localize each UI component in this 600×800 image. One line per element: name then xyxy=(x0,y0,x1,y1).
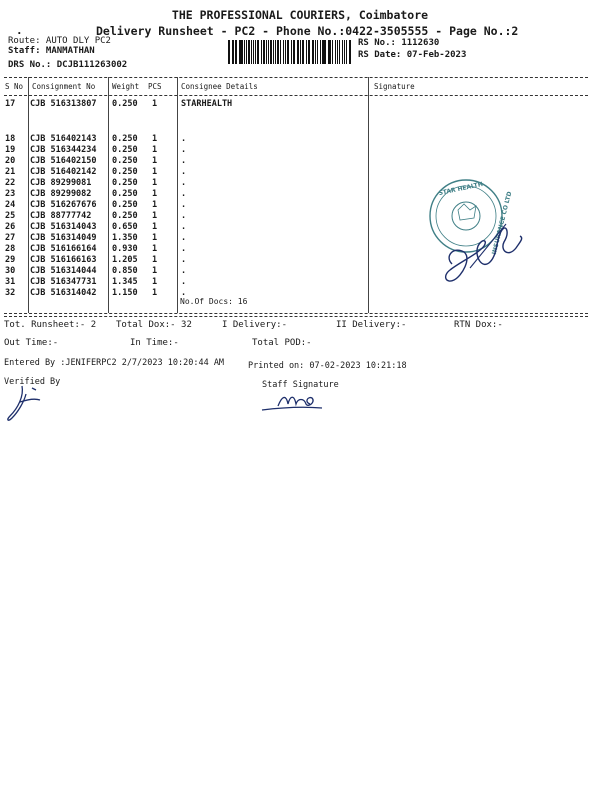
cell-consignment: CJB 516402142 xyxy=(30,167,97,177)
cell-weight: 0.250 xyxy=(112,200,138,210)
cell-pcs: 1 xyxy=(152,200,158,210)
document-subtitle: Delivery Runsheet - PC2 - Phone No.:0422-3505555 - Page No.:2 xyxy=(96,24,519,38)
cell-sno: 17 xyxy=(5,99,16,109)
cell-consignee: . xyxy=(181,200,187,210)
cell-consignment: CJB 516313807 xyxy=(30,99,97,109)
cell-weight: 0.250 xyxy=(112,134,138,144)
cell-sno: 24 xyxy=(5,200,16,210)
cell-weight: 0.930 xyxy=(112,244,138,254)
barcode-bar xyxy=(285,40,287,64)
cell-consignment: CJB 516314049 xyxy=(30,233,97,243)
cell-consignee: . xyxy=(181,233,187,243)
cell-weight: 1.205 xyxy=(112,255,138,265)
col-header-signature: Signature xyxy=(374,82,415,91)
barcode-bar xyxy=(235,40,237,64)
barcode-bar xyxy=(253,40,254,64)
cell-consignment: CJB 516166164 xyxy=(30,244,97,254)
cell-sno: 29 xyxy=(5,255,16,265)
barcode-bar xyxy=(328,40,329,64)
header-marker: . xyxy=(16,24,23,37)
barcode-bar xyxy=(246,40,247,64)
cell-sno: 26 xyxy=(5,222,16,232)
col-header-consignment: Consignment No xyxy=(32,82,96,91)
barcode-bar xyxy=(297,40,299,64)
barcode-bar xyxy=(315,40,317,64)
cell-pcs: 1 xyxy=(152,288,158,298)
cell-weight: 0.850 xyxy=(112,266,138,276)
out-time: Out Time:- xyxy=(4,338,59,348)
barcode-bar xyxy=(268,40,269,64)
verified-by-label: Verified By xyxy=(4,377,61,387)
cell-consignee: . xyxy=(181,277,187,287)
barcode-bar xyxy=(283,40,284,64)
col-header-pcs: PCS xyxy=(148,82,162,91)
barcode-bar xyxy=(308,40,309,64)
barcode-bar xyxy=(300,40,301,64)
barcode-bar xyxy=(329,40,331,64)
total-pod: Total POD:- xyxy=(252,338,312,348)
cell-consignment: CJB 516166163 xyxy=(30,255,97,265)
barcode-bar xyxy=(244,40,245,64)
barcode-bar xyxy=(248,40,250,64)
barcode-bar xyxy=(337,40,339,64)
barcode-bar xyxy=(287,40,289,64)
barcode-bar xyxy=(322,40,323,64)
barcode xyxy=(228,40,352,64)
table-row xyxy=(0,134,370,145)
staff-signature-label: Staff Signature xyxy=(262,380,339,390)
cell-consignee: . xyxy=(181,211,187,221)
cell-consignment: CJB 516347731 xyxy=(30,277,97,287)
table-row xyxy=(0,211,370,222)
cell-weight: 0.250 xyxy=(112,167,138,177)
cell-sno: 31 xyxy=(5,277,16,287)
staff-label: Staff: MANMATHAN xyxy=(8,46,95,56)
cell-pcs: 1 xyxy=(152,145,158,155)
rs-date: RS Date: 07-Feb-2023 xyxy=(358,50,467,60)
cell-weight: 0.250 xyxy=(112,211,138,221)
cell-sno: 18 xyxy=(5,134,16,144)
barcode-bar xyxy=(275,40,276,64)
verified-signature xyxy=(2,382,48,424)
barcode-bar xyxy=(312,40,314,64)
barcode-bar xyxy=(266,40,267,64)
cell-consignment: CJB 516344234 xyxy=(30,145,97,155)
cell-pcs: 1 xyxy=(152,222,158,232)
cell-weight: 0.250 xyxy=(112,145,138,155)
cell-consignee: . xyxy=(181,156,187,166)
entered-by: Entered By :JENIFERPC2 2/7/2023 10:20:44 AM xyxy=(4,358,225,368)
cell-consignment: CJB 516267676 xyxy=(30,200,97,210)
cell-weight: 0.650 xyxy=(112,222,138,232)
summary-rule xyxy=(4,316,588,317)
cell-consignee: . xyxy=(181,134,187,144)
route-label: Route: AUTO DLY PC2 xyxy=(8,36,111,46)
barcode-bar xyxy=(317,40,318,64)
barcode-bar xyxy=(232,40,233,64)
barcode-bar xyxy=(332,40,333,64)
cell-pcs: 1 xyxy=(152,167,158,177)
table-top-rule xyxy=(4,77,588,78)
drs-number: DRS No.: DCJB111263002 xyxy=(8,60,128,70)
barcode-bar xyxy=(346,40,347,64)
table-row xyxy=(0,178,370,189)
tot-runsheet: Tot. Runsheet:- 2 xyxy=(4,320,97,330)
stamp-text-mid: INSURANCE CO LTD xyxy=(490,190,514,256)
barcode-bar xyxy=(342,40,343,64)
barcode-bar xyxy=(306,40,307,64)
table-row xyxy=(0,244,370,255)
cell-weight: 1.350 xyxy=(112,233,138,243)
table-row xyxy=(0,255,370,266)
cell-pcs: 1 xyxy=(152,156,158,166)
table-row xyxy=(0,167,370,178)
rtn-dox: RTN Dox:- xyxy=(454,320,503,330)
table-row xyxy=(0,233,370,244)
barcode-bar xyxy=(255,40,256,64)
barcode-bar xyxy=(309,40,310,64)
staff-signature xyxy=(258,388,332,416)
cell-consignment: CJB 89299081 xyxy=(30,178,92,188)
barcode-bar xyxy=(302,40,304,64)
barcode-bar xyxy=(339,40,340,64)
cell-pcs: 1 xyxy=(152,255,158,265)
cell-consignment: CJB 516314042 xyxy=(30,288,97,298)
cell-consignee: . xyxy=(181,222,187,232)
cell-pcs: 1 xyxy=(152,233,158,243)
barcode-bar xyxy=(294,40,295,64)
cell-consignee: . xyxy=(181,178,187,188)
cell-pcs: 1 xyxy=(152,277,158,287)
cell-sno: 19 xyxy=(5,145,16,155)
cell-consignment: CJB 516402143 xyxy=(30,134,97,144)
col-header-weight: Weight xyxy=(112,82,140,91)
cell-sno: 25 xyxy=(5,211,16,221)
cell-consignee: . xyxy=(181,266,187,276)
document-title: THE PROFESSIONAL COURIERS, Coimbatore xyxy=(171,8,429,22)
cell-sno: 28 xyxy=(5,244,16,254)
cell-consignment: CJB 88777742 xyxy=(30,211,92,221)
cell-consignee: . xyxy=(181,145,187,155)
barcode-bar xyxy=(261,40,262,64)
barcode-bar xyxy=(239,40,240,64)
cell-sno: 27 xyxy=(5,233,16,243)
cell-pcs: 1 xyxy=(152,189,158,199)
barcode-bar xyxy=(233,40,234,64)
table-row xyxy=(0,156,370,167)
cell-weight: 0.250 xyxy=(112,99,138,109)
cell-pcs: 1 xyxy=(152,99,158,109)
cell-weight: 1.150 xyxy=(112,288,138,298)
stamp-text-top: STAR HEALTH xyxy=(438,180,484,198)
barcode-bar xyxy=(270,40,272,64)
table-row xyxy=(0,277,370,288)
cell-consignment: CJB 516314044 xyxy=(30,266,97,276)
cell-pcs: 1 xyxy=(152,244,158,254)
cell-pcs: 1 xyxy=(152,266,158,276)
cell-consignee: . xyxy=(181,167,187,177)
barcode-bar xyxy=(344,40,346,64)
table-row xyxy=(0,266,370,277)
cell-consignee: . xyxy=(181,189,187,199)
cell-consignment: CJB 516314043 xyxy=(30,222,97,232)
ii-delivery: II Delivery:- xyxy=(336,320,407,330)
in-time: In Time:- xyxy=(130,338,179,348)
no-of-docs: No.Of Docs: 16 xyxy=(180,297,248,306)
col-header-sno: S No xyxy=(5,82,24,91)
company-stamp xyxy=(424,176,536,308)
barcode-bar xyxy=(240,40,242,64)
cell-pcs: 1 xyxy=(152,178,158,188)
cell-pcs: 1 xyxy=(152,211,158,221)
rs-number: RS No.: 1112630 xyxy=(358,38,440,48)
barcode-bar xyxy=(320,40,321,64)
barcode-bar xyxy=(251,40,252,64)
cell-sno: 22 xyxy=(5,178,16,188)
barcode-bar xyxy=(277,40,279,64)
barcode-bar xyxy=(291,40,292,64)
table-row xyxy=(0,222,370,233)
cell-sno: 32 xyxy=(5,288,16,298)
table-row xyxy=(0,99,370,110)
barcode-bar xyxy=(273,40,274,64)
cell-consignment: CJB 516402150 xyxy=(30,156,97,166)
cell-sno: 23 xyxy=(5,189,16,199)
cell-weight: 0.250 xyxy=(112,189,138,199)
table-header-rule xyxy=(4,95,588,96)
printed-on: Printed on: 07-02-2023 10:21:18 xyxy=(248,361,407,371)
cell-weight: 0.250 xyxy=(112,178,138,188)
cell-consignment: CJB 89299082 xyxy=(30,189,92,199)
table-row xyxy=(0,145,370,156)
table-row xyxy=(0,189,370,200)
cell-sno: 30 xyxy=(5,266,16,276)
cell-consignee: STARHEALTH xyxy=(181,99,233,109)
table-bottom-rule xyxy=(4,313,588,314)
cell-weight: 0.250 xyxy=(112,156,138,166)
col-header-consignee: Consignee Details xyxy=(181,82,258,91)
table-row xyxy=(0,200,370,211)
total-dox: Total Dox:- 32 xyxy=(116,320,192,330)
cell-consignee: . xyxy=(181,244,187,254)
cell-consignee: . xyxy=(181,288,187,298)
barcode-bar xyxy=(323,40,325,64)
barcode-bar xyxy=(228,40,230,64)
cell-weight: 1.345 xyxy=(112,277,138,287)
barcode-bar xyxy=(280,40,281,64)
barcode-bar xyxy=(335,40,336,64)
barcode-bar xyxy=(293,40,294,64)
cell-consignee: . xyxy=(181,255,187,265)
cell-sno: 21 xyxy=(5,167,16,177)
barcode-bar xyxy=(263,40,265,64)
i-delivery: I Delivery:- xyxy=(222,320,288,330)
cell-pcs: 1 xyxy=(152,134,158,144)
barcode-bar xyxy=(349,40,351,64)
cell-sno: 20 xyxy=(5,156,16,166)
barcode-bar xyxy=(257,40,259,64)
